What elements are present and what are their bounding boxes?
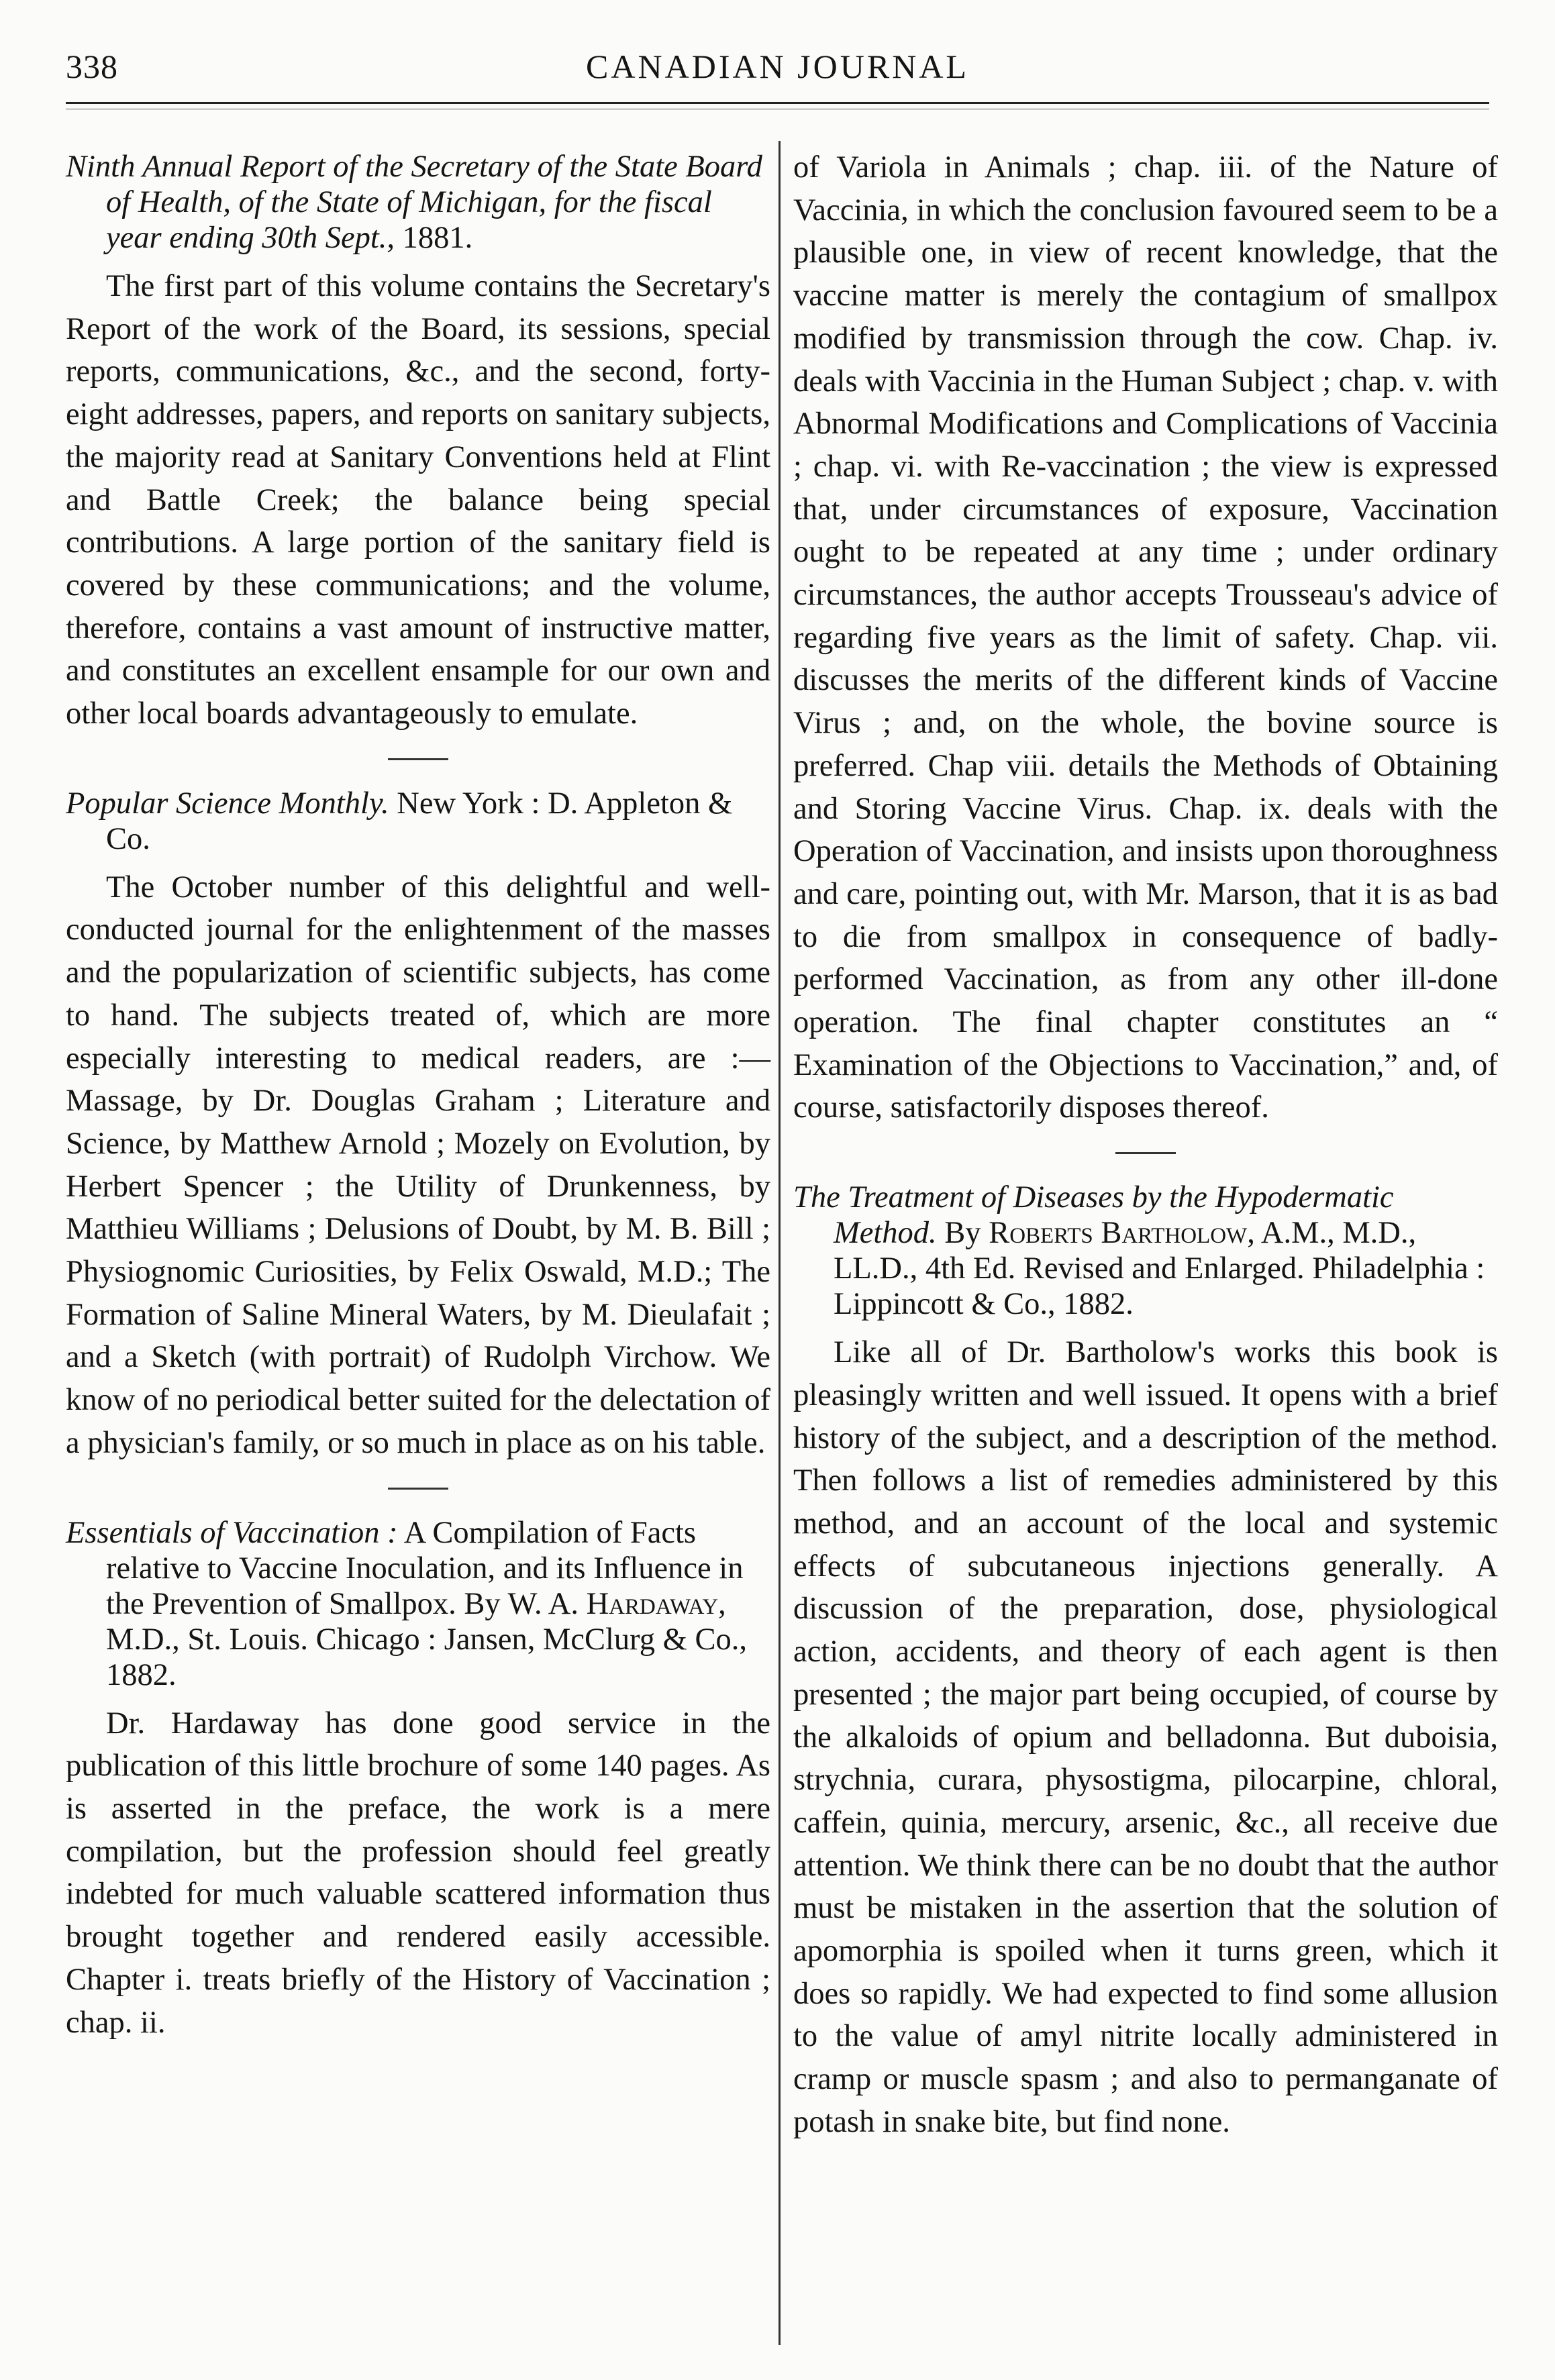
review-title: Popular Science Monthly. [66,786,389,821]
running-head [66,40,1489,93]
review-subtitle: A Compilation of Facts relative to Vaccine Inoculation, and its Influence in the Prevention of Smallpox. By W. A. [106,1515,744,1621]
review-title: Ninth Annual Report of the Secretary of the State Board of Health, of the State of Michigan, for the fiscal year ending 30th Sept., [66,150,762,255]
review-body-popular-science: The October number of this delightful and well-conducted journal for the enlightenment of the masses and the popularization of scientific subjects, has come to hand. The subjects treated of, which are more especially interesting to medical readers, are :—Massage, by Dr. Douglas Graham ; Literature and Science, by Matthew Arnold ; Mozely on Evolution, by Herbert Spencer ; the Utility of Drunkenness, by Matthieu Williams ; Delusions of Doubt, by M. B. Bill ; Physiognomic Curiosities, by Felix Oswald, M.D.; The Formation of Saline Mineral Waters, by M. Dieulafait ; and a Sketch (with portrait) of Rudolph Virchow. We know of no periodical better suited for the delectation of a physician's family, or so much in place as on his table. [66,870,770,1460]
review-title: Essentials of Vaccination : [66,1515,398,1550]
review-details: , A.M., M.D., LL.D., 4th Ed. Revised and Enlarged. Philadelphia : Lippincott & Co., 1882. [834,1216,1485,1322]
review-body-hypodermatic: Like all of Dr. Bartholow's works this book is pleasingly written and well issued. It opens with a brief history of the subject, and a description of the method. Then follows a list of remedies administered by this method, and an account of the local and systemic effects of subcutaneous injections generally. A discussion of the preparation, dose, physiological action, accidents, and theory of each agent is then presented ; the major part being occupied, of course by the alkaloids of opium and belladonna. But duboisia, strychnia, curara, physostigma, pilocarpine, chloral, caffein, quinia, mercury, arsenic, &c., all receive due attention. We think there can be no doubt that the author must be mistaken in the assertion that the solution of apomorphia is spoiled when it turns green, which it does so rapidly. We had expected to find some allusion to the value of amyl nitrite locally administered in cramp or muscle spasm ; and also to permanganate of potash in snake bite, but find none. [793,1335,1498,2139]
review-body-vaccination-continued: of Variola in Animals ; chap. iii. of the Nature of Vaccinia, in which the conclusion favoured seem to be a plausible one, in view of recent knowledge, that the vaccine matter is merely the contagium of smallpox modified by transmission through the cow. Chap. iv. deals with Vaccinia in the Human Subject ; chap. v. with Abnormal Modifications and Complications of Vaccinia ; chap. vi. with Re-vaccination ; the view is expressed that, under circumstances of exposure, Vaccination ought to be repeated at any time ; under ordinary circumstances, the author accepts Trousseau's advice of regarding five years as the limit of safety. Chap. vii. discusses the merits of the different kinds of Vaccine Virus ; and, on the whole, the bovine source is preferred. Chap viii. details the Methods of Obtaining and Storing Vaccine Virus. Chap. ix. deals with the Operation of Vaccination, and insists upon thoroughness and care, pointing out, with Mr. Marson, that it is as bad to die from smallpox in consequence of badly-performed Vaccination, as from any other ill-done operation. The final chapter constitutes an “ Examination of the Objections to Vaccination,” and, of course, satisfactorily disposes thereof. [793,150,1498,1125]
review-publisher: New York : D. Appleton & Co. [106,786,733,856]
section-separator [1115,1152,1176,1154]
review-citation-michigan-report [66,149,770,256]
review-citation-popular-science [66,786,770,857]
page-number: 338 [66,48,118,85]
header-rule [66,102,1489,104]
review-citation-vaccination [66,1515,770,1693]
review-year: 1881. [402,221,473,255]
right-column [793,146,1498,2144]
journal-title: CANADIAN JOURNAL [586,48,969,85]
review-by: By [944,1216,981,1251]
section-separator [388,1488,448,1490]
review-title: The Treatment of Diseases by the Hypodermatic Method. [793,1180,1394,1251]
review-citation-hypodermatic [793,1180,1498,1322]
review-author: Hardaway [586,1586,719,1621]
left-column [66,146,770,2044]
review-details: , M.D., St. Louis. Chicago : Jansen, McClurg & Co., 1882. [106,1586,747,1692]
column-divider [779,141,781,2345]
review-author: Roberts Bartholow [989,1216,1248,1251]
review-body-vaccination: Dr. Hardaway has done good service in the publication of this little brochure of some 140 pages. As is asserted in the preface, the work is a mere compilation, but the profession should feel greatly indebted for much valuable scattered information thus brought together and rendered easily accessible. Chapter i. treats briefly of the History of Vaccination ; chap. ii. [66,1706,770,2040]
review-body-michigan-report: The first part of this volume contains the Secretary's Report of the work of the Board, its sessions, special reports, communications, &c., and the second, forty-eight addresses, papers, and reports on sanitary subjects, the majority read at Sanitary Conventions held at Flint and Battle Creek; the balance being special contributions. A large portion of the sanitary field is covered by these communications; and the volume, therefore, contains a vast amount of instructive matter, and constitutes an excellent ensample for our own and other local boards advantageously to emulate. [66,269,770,731]
section-separator [388,758,448,760]
